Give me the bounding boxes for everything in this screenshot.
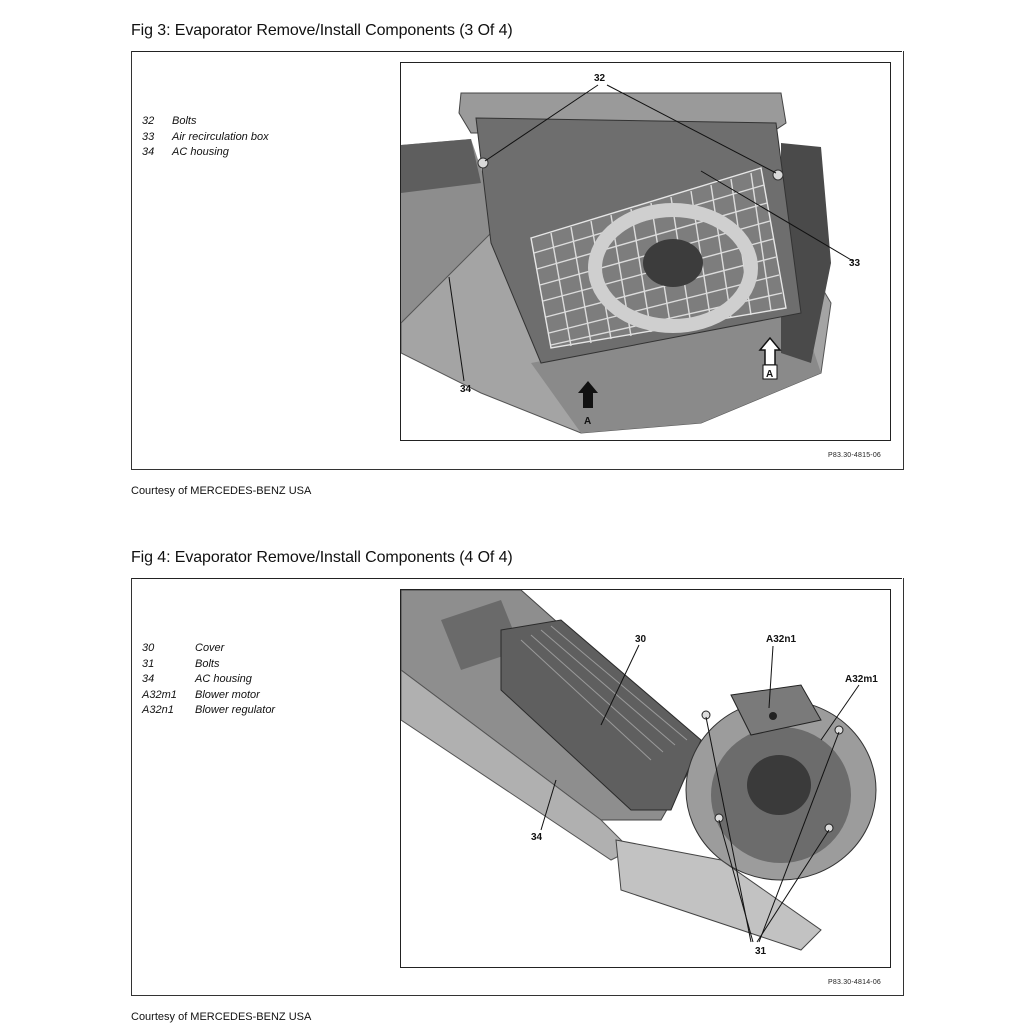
fig4-panel	[131, 578, 904, 996]
fig3-courtesy: Courtesy of MERCEDES-BENZ USA	[131, 485, 312, 497]
fig4-title: Fig 4: Evaporator Remove/Install Components (4 Of 4)	[131, 549, 513, 566]
regulator-connector	[769, 712, 777, 720]
legend-number: 30	[142, 642, 155, 654]
fig4-part-number: P83.30-4814-06	[828, 979, 882, 986]
fig3-title: Fig 3: Evaporator Remove/Install Components (3 Of 4)	[131, 22, 513, 39]
legend-number: 33	[142, 130, 155, 143]
legend-item	[142, 114, 269, 130]
legend-number: A32n1	[142, 704, 174, 716]
fig3-illustration	[400, 62, 891, 441]
callout-34: 34	[460, 384, 472, 395]
legend-item	[142, 130, 269, 146]
fig4-blower-drawing	[401, 590, 890, 967]
legend-label: Cover	[195, 642, 225, 654]
fan-hub	[643, 239, 703, 287]
legend-number: 32	[142, 115, 155, 127]
legend-label: AC housing	[195, 673, 252, 685]
legend-label: Air recirculation box	[172, 130, 269, 143]
callout-33: 33	[849, 258, 861, 269]
callout-a-left: A	[584, 416, 592, 427]
callout-32: 32	[594, 73, 606, 84]
legend-item	[142, 657, 275, 673]
bolt-32-right	[773, 170, 783, 180]
legend-item	[142, 703, 275, 719]
fig3-panel	[131, 51, 904, 470]
legend-number: A32m1	[142, 688, 177, 701]
callout-30: 30	[635, 634, 647, 645]
legend-number: 34	[142, 673, 155, 685]
fig3-evaporator-drawing	[401, 63, 890, 440]
callout-a-right: A	[766, 369, 774, 380]
fig3-legend	[142, 114, 269, 161]
fig4-illustration	[400, 589, 891, 968]
callout-a32m1: A32m1	[845, 674, 878, 685]
callout-a32n1: A32n1	[766, 634, 797, 645]
legend-label: Blower motor	[195, 688, 260, 701]
callout-34: 34	[531, 832, 543, 843]
legend-item	[142, 145, 269, 161]
legend-item	[142, 672, 275, 688]
legend-label: Bolts	[195, 657, 220, 670]
legend-label: Blower regulator	[195, 704, 276, 716]
legend-label: AC housing	[172, 146, 229, 158]
callout-31: 31	[755, 946, 767, 957]
legend-item	[142, 641, 275, 657]
fig3-part-number: P83.30-4815-06	[828, 452, 882, 459]
fig4-legend	[142, 641, 275, 719]
legend-number: 34	[142, 146, 155, 158]
legend-label: Bolts	[172, 115, 197, 127]
blower-motor-hub	[747, 755, 811, 815]
legend-item	[142, 688, 275, 704]
fig4-courtesy: Courtesy of MERCEDES-BENZ USA	[131, 1011, 312, 1023]
legend-number: 31	[142, 657, 155, 670]
